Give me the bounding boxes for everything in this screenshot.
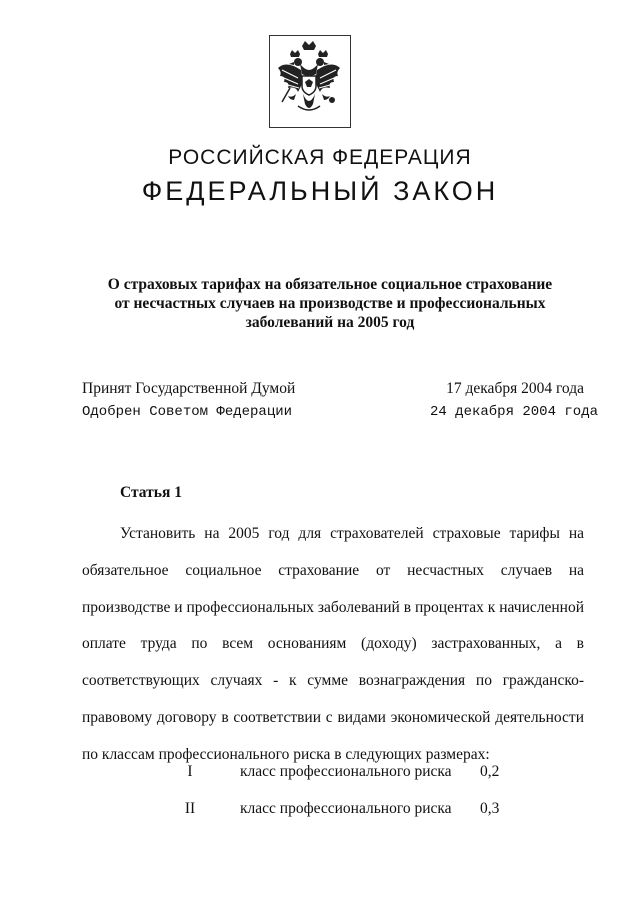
law-subject-line: от несчастных случаев на производстве и профессиональных (114, 295, 546, 312)
article-body-text: Установить на 2005 год для страхователей страховые тарифы на обязательное социальное страхование от несчастных случаев на производстве и профессиональных заболеваний в процентах к начисленной оплате труда по всем основаниям (доходу) застрахованных, а в соответствующих случаях - к сумме вознаграждения по гражданско-правовому договору в соответствии с видами экономической деятельности по классам профессионального риска в следующих размерах: (82, 525, 584, 763)
risk-class-number: I (187, 763, 193, 780)
coat-of-arms-icon (272, 38, 346, 124)
adoption-duma-label: Принят Государственной Думой (82, 380, 296, 397)
risk-class-number: II (184, 800, 196, 817)
risk-class-rate: 0,3 (480, 800, 500, 817)
document-type-title: ФЕДЕРАЛЬНЫЙ ЗАКОН (141, 176, 499, 206)
risk-class-label: класс профессионального риска (240, 763, 452, 780)
law-subject-line: заболеваний на 2005 год (245, 314, 415, 331)
article-heading: Статья 1 (120, 484, 182, 501)
risk-class-rate: 0,2 (480, 763, 500, 780)
country-title: РОССИЙСКАЯ ФЕДЕРАЦИЯ (168, 146, 472, 169)
law-subject-line: О страховых тарифах на обязательное социальное страхование (107, 276, 553, 293)
adoption-council-label: Одобрен Советом Федерации (82, 404, 293, 420)
adoption-council-date: 24 декабря 2004 года (429, 404, 598, 420)
risk-class-label: класс профессионального риска (240, 800, 452, 817)
adoption-duma-date: 17 декабря 2004 года (446, 380, 584, 397)
law-subject (80, 275, 580, 332)
